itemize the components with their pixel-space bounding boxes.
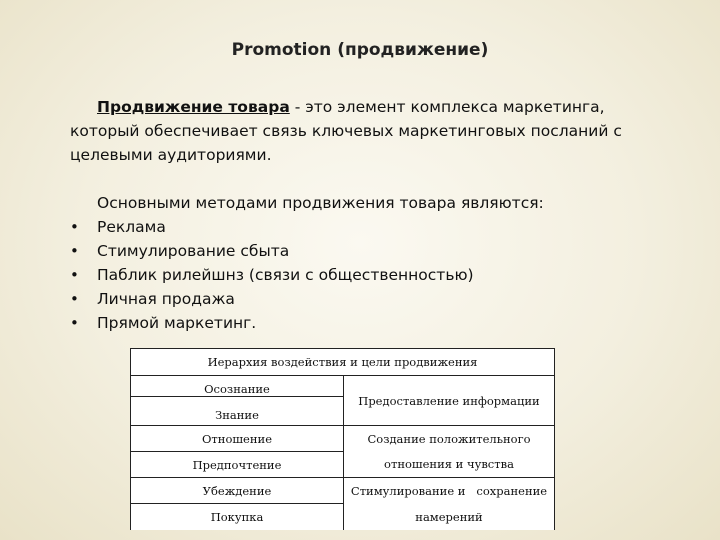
method-item: • Прямой маркетинг. bbox=[70, 311, 474, 335]
goal-cell: намерений bbox=[344, 504, 555, 530]
goal-cell: Создание положительного bbox=[344, 426, 555, 452]
stage-cell: Знание bbox=[131, 397, 344, 426]
definition-text: - это элемент комплекса маркетинга, который обеспечивает связь ключевых маркетинговых посланий с целевыми аудиториями. bbox=[70, 98, 622, 164]
table-header: Иерархия воздействия и цели продвижения bbox=[131, 349, 555, 376]
goal-cell: Предоставление информации bbox=[344, 376, 555, 426]
method-item: • Стимулирование сбыта bbox=[70, 239, 474, 263]
definition-paragraph bbox=[70, 95, 670, 167]
definition-term: Продвижение товара bbox=[97, 98, 290, 116]
hierarchy-table bbox=[130, 348, 555, 530]
stage-cell: Убеждение bbox=[131, 478, 344, 504]
method-item: • Личная продажа bbox=[70, 287, 474, 311]
methods-list bbox=[70, 215, 474, 335]
goal-cell: Стимулирование и сохранение bbox=[344, 478, 555, 504]
slide-title: Promotion (продвижение) bbox=[231, 40, 489, 60]
methods-intro: Основными методами продвижения товара являются: bbox=[97, 194, 544, 212]
stage-cell: Отношение bbox=[131, 426, 344, 452]
stage-cell: Предпочтение bbox=[131, 452, 344, 478]
method-item: • Реклама bbox=[70, 215, 474, 239]
goal-cell: отношения и чувства bbox=[344, 452, 555, 478]
stage-cell: Осознание bbox=[131, 376, 344, 397]
stage-cell: Покупка bbox=[131, 504, 344, 530]
method-item: • Паблик рилейшнз (связи с общественностью) bbox=[70, 263, 474, 287]
